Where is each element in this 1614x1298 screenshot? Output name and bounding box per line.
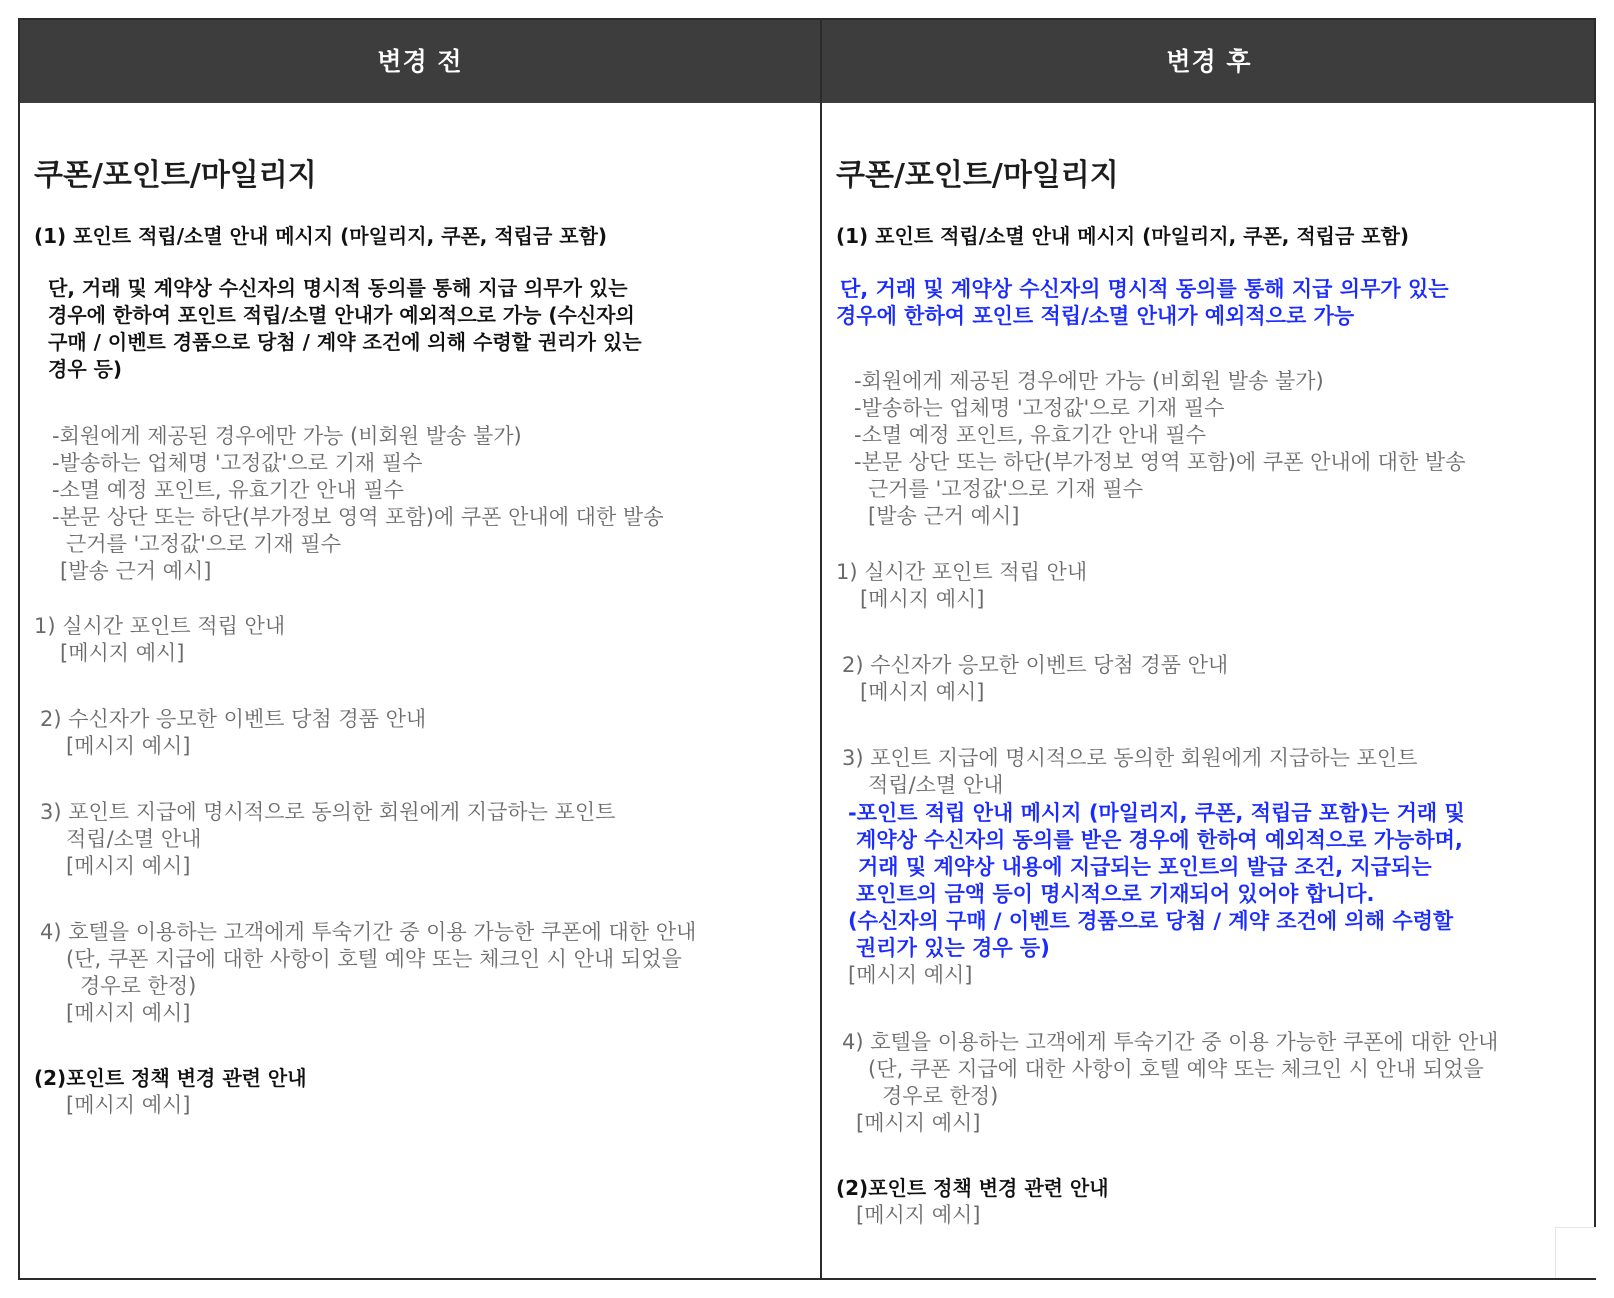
corner-mark xyxy=(1555,1227,1596,1278)
after-case3-line: 적립/소멸 안내 xyxy=(868,773,1004,797)
before-notice-line: 구매 / 이벤트 경품으로 당첨 / 계약 조건에 의해 수령할 권리가 있는 xyxy=(48,330,642,354)
after-title: 쿠폰/포인트/마일리지 xyxy=(836,158,1119,193)
before-item2-example: [메시지 예시] xyxy=(66,1093,191,1117)
after-case3-blue-line: (수신자의 구매 / 이벤트 경품으로 당첨 / 계약 조건에 의해 수령할 xyxy=(848,909,1454,933)
before-rule: -소멸 예정 포인트, 유효기간 안내 필수 xyxy=(52,478,404,502)
after-rule: 근거를 '고정값'으로 기재 필수 xyxy=(868,477,1144,501)
before-case4-line: 4) 호텔을 이용하는 고객에게 투숙기간 중 이용 가능한 쿠폰에 대한 안내 xyxy=(40,920,697,944)
before-rule: -본문 상단 또는 하단(부가정보 영역 포함)에 쿠폰 안내에 대한 발송 xyxy=(52,505,664,529)
after-rule: -발송하는 업체명 '고정값'으로 기재 필수 xyxy=(854,396,1225,420)
after-case1-example: [메시지 예시] xyxy=(860,587,985,611)
before-case1: 1) 실시간 포인트 적립 안내 xyxy=(34,614,286,638)
before-case1-example: [메시지 예시] xyxy=(60,641,185,665)
after-case3-example: [메시지 예시] xyxy=(848,963,973,987)
after-item2-example: [메시지 예시] xyxy=(856,1203,981,1227)
before-rule: [발송 근거 예시] xyxy=(60,559,212,583)
header-before: 변경 전 xyxy=(377,47,463,76)
before-item1-heading: (1) 포인트 적립/소멸 안내 메시지 (마일리지, 쿠폰, 적립금 포함) xyxy=(34,224,608,248)
comparison-table xyxy=(18,18,1596,1280)
before-rule: -회원에게 제공된 경우에만 가능 (비회원 발송 불가) xyxy=(52,424,522,448)
after-case4-example: [메시지 예시] xyxy=(856,1111,981,1135)
after-rule: -소멸 예정 포인트, 유효기간 안내 필수 xyxy=(854,423,1206,447)
before-column xyxy=(20,103,820,1278)
before-notice-line: 경우에 한하여 포인트 적립/소멸 안내가 예외적으로 가능 (수신자의 xyxy=(48,303,635,327)
before-rule: -발송하는 업체명 '고정값'으로 기재 필수 xyxy=(52,451,423,475)
after-item1-heading: (1) 포인트 적립/소멸 안내 메시지 (마일리지, 쿠폰, 적립금 포함) xyxy=(836,224,1410,248)
before-case4-line: 경우로 한정) xyxy=(80,974,197,998)
after-case3-blue-line: 거래 및 계약상 내용에 지급되는 포인트의 발급 조건, 지급되는 xyxy=(858,855,1432,879)
after-case3-blue-line: 권리가 있는 경우 등) xyxy=(856,936,1050,960)
after-case3-line: 3) 포인트 지급에 명시적으로 동의한 회원에게 지급하는 포인트 xyxy=(842,746,1418,770)
after-item2-heading: (2)포인트 정책 변경 관련 안내 xyxy=(836,1176,1109,1200)
after-case1: 1) 실시간 포인트 적립 안내 xyxy=(836,560,1088,584)
before-case4-example: [메시지 예시] xyxy=(66,1001,191,1025)
after-rule: [발송 근거 예시] xyxy=(868,504,1020,528)
header-after: 변경 후 xyxy=(1166,47,1252,76)
after-case4-line: (단, 쿠폰 지급에 대한 사항이 호텔 예약 또는 체크인 시 안내 되었을 xyxy=(868,1057,1484,1081)
after-case4-line: 경우로 한정) xyxy=(882,1084,999,1108)
before-case3-line: 3) 포인트 지급에 명시적으로 동의한 회원에게 지급하는 포인트 xyxy=(40,800,616,824)
before-rule: 근거를 '고정값'으로 기재 필수 xyxy=(66,532,342,556)
after-case3-blue-line: -포인트 적립 안내 메시지 (마일리지, 쿠폰, 적립금 포함)는 거래 및 xyxy=(848,801,1465,825)
after-column xyxy=(822,103,1596,1278)
before-case2-example: [메시지 예시] xyxy=(66,734,191,758)
after-notice-line: 경우에 한하여 포인트 적립/소멸 안내가 예외적으로 가능 xyxy=(836,304,1355,328)
after-case3-blue-line: 계약상 수신자의 동의를 받은 경우에 한하여 예외적으로 가능하며, xyxy=(856,828,1463,852)
after-case4-line: 4) 호텔을 이용하는 고객에게 투숙기간 중 이용 가능한 쿠폰에 대한 안내 xyxy=(842,1030,1499,1054)
after-notice-line: 단, 거래 및 계약상 수신자의 명시적 동의를 통해 지급 의무가 있는 xyxy=(840,277,1449,301)
before-case2: 2) 수신자가 응모한 이벤트 당첨 경품 안내 xyxy=(40,707,427,731)
before-notice-line: 단, 거래 및 계약상 수신자의 명시적 동의를 통해 지급 의무가 있는 xyxy=(48,276,628,300)
before-case4-line: (단, 쿠폰 지급에 대한 사항이 호텔 예약 또는 체크인 시 안내 되었을 xyxy=(66,947,682,971)
after-case3-blue-line: 포인트의 금액 등이 명시적으로 기재되어 있어야 합니다. xyxy=(856,882,1375,906)
before-case3-example: [메시지 예시] xyxy=(66,854,191,878)
before-title: 쿠폰/포인트/마일리지 xyxy=(34,158,317,193)
after-rule: -본문 상단 또는 하단(부가정보 영역 포함)에 쿠폰 안내에 대한 발송 xyxy=(854,450,1466,474)
before-case3-line: 적립/소멸 안내 xyxy=(66,827,202,851)
table-header xyxy=(20,20,1594,103)
after-case2: 2) 수신자가 응모한 이벤트 당첨 경품 안내 xyxy=(842,653,1229,677)
before-item2-heading: (2)포인트 정책 변경 관련 안내 xyxy=(34,1066,307,1090)
before-notice-line: 경우 등) xyxy=(48,357,123,381)
after-rule: -회원에게 제공된 경우에만 가능 (비회원 발송 불가) xyxy=(854,369,1324,393)
after-case2-example: [메시지 예시] xyxy=(860,680,985,704)
